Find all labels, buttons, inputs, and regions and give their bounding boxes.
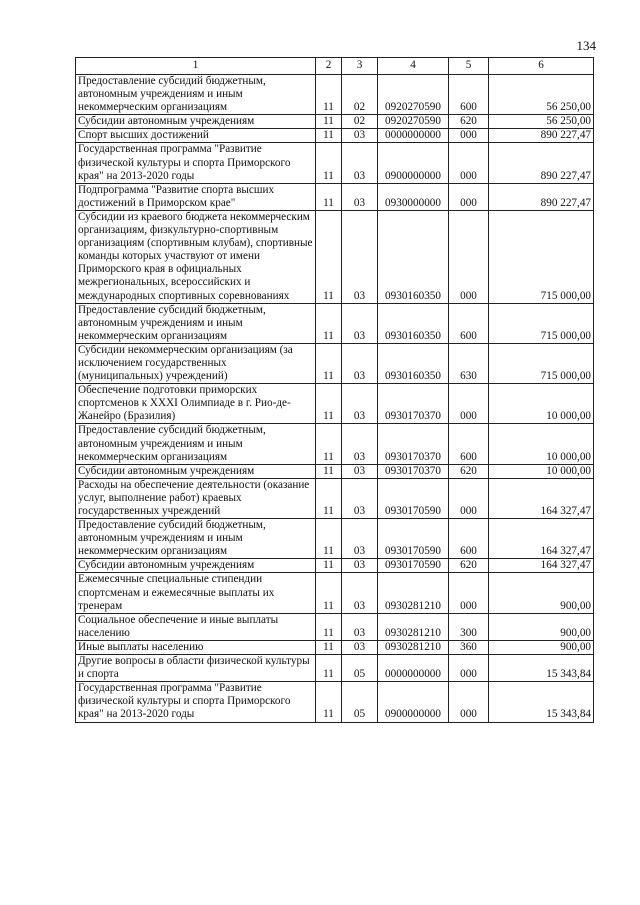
cell-sum: 890 227,47 <box>489 183 594 210</box>
table-row <box>76 613 594 640</box>
cell-target: 0930000000 <box>378 183 449 210</box>
budget-table <box>75 57 594 723</box>
cell-name: Предоставление субсидий бюджетным, автономным учреждениям и иным некоммерческим организациям <box>76 424 316 464</box>
cell-sum: 15 343,84 <box>489 682 594 722</box>
cell-section: 11 <box>316 75 342 115</box>
cell-name: Субсидии автономным учреждениям <box>76 464 316 478</box>
cell-name: Государственная программа "Развитие физической культуры и спорта Приморского края" на 2013-2020 годы <box>76 682 316 722</box>
cell-subsection: 03 <box>342 640 378 654</box>
table-row <box>76 640 594 654</box>
cell-target: 0930170370 <box>378 384 449 424</box>
cell-type: 000 <box>449 129 489 143</box>
table-row <box>76 559 594 573</box>
cell-sum: 890 227,47 <box>489 143 594 183</box>
cell-name: Подпрограмма "Развитие спорта высших достижений в Приморском крае" <box>76 183 316 210</box>
cell-section: 11 <box>316 129 342 143</box>
cell-name: Социальное обеспечение и иные выплаты населению <box>76 613 316 640</box>
cell-subsection: 03 <box>342 519 378 559</box>
cell-subsection: 03 <box>342 478 378 518</box>
cell-section: 11 <box>316 519 342 559</box>
page-number: 134 <box>576 38 596 53</box>
cell-subsection: 03 <box>342 573 378 613</box>
cell-sum: 56 250,00 <box>489 75 594 115</box>
cell-section: 11 <box>316 478 342 518</box>
table-row <box>76 210 594 303</box>
table-row <box>76 75 594 115</box>
table-row <box>76 129 594 143</box>
cell-subsection: 03 <box>342 559 378 573</box>
cell-target: 0930281210 <box>378 573 449 613</box>
cell-name: Другие вопросы в области физической культуры и спорта <box>76 655 316 682</box>
cell-subsection: 03 <box>342 613 378 640</box>
cell-section: 11 <box>316 303 342 343</box>
cell-type: 000 <box>449 655 489 682</box>
cell-name: Субсидии некоммерческим организациям (за исключением государственных (муниципальных) учреждений) <box>76 343 316 383</box>
header-sum: 6 <box>489 58 594 75</box>
cell-type: 600 <box>449 75 489 115</box>
cell-type: 000 <box>449 682 489 722</box>
cell-sum: 900,00 <box>489 640 594 654</box>
cell-type: 620 <box>449 464 489 478</box>
cell-subsection: 03 <box>342 384 378 424</box>
cell-section: 11 <box>316 682 342 722</box>
header-section: 2 <box>316 58 342 75</box>
header-type: 5 <box>449 58 489 75</box>
cell-sum: 715 000,00 <box>489 210 594 303</box>
cell-sum: 56 250,00 <box>489 115 594 129</box>
cell-name: Предоставление субсидий бюджетным, автономным учреждениям и иным некоммерческим организациям <box>76 75 316 115</box>
cell-target: 0930170370 <box>378 464 449 478</box>
cell-name: Предоставление субсидий бюджетным, автономным учреждениям и иным некоммерческим организациям <box>76 303 316 343</box>
table-row <box>76 573 594 613</box>
table-row <box>76 183 594 210</box>
cell-type: 000 <box>449 183 489 210</box>
cell-target: 0930170590 <box>378 519 449 559</box>
cell-name: Субсидии автономным учреждениям <box>76 559 316 573</box>
cell-type: 000 <box>449 384 489 424</box>
table-row <box>76 303 594 343</box>
table-row <box>76 682 594 722</box>
cell-target: 0900000000 <box>378 682 449 722</box>
cell-sum: 15 343,84 <box>489 655 594 682</box>
cell-section: 11 <box>316 183 342 210</box>
table-row <box>76 655 594 682</box>
header-subsection: 3 <box>342 58 378 75</box>
cell-name: Ежемесячные специальные стипендии спортсменам и ежемесячные выплаты их тренерам <box>76 573 316 613</box>
cell-name: Расходы на обеспечение деятельности (оказание услуг, выполнение работ) краевых государственных учреждений <box>76 478 316 518</box>
cell-subsection: 03 <box>342 464 378 478</box>
cell-sum: 10 000,00 <box>489 464 594 478</box>
cell-subsection: 03 <box>342 303 378 343</box>
cell-section: 11 <box>316 640 342 654</box>
cell-type: 600 <box>449 303 489 343</box>
table-row <box>76 424 594 464</box>
cell-section: 11 <box>316 143 342 183</box>
cell-sum: 715 000,00 <box>489 303 594 343</box>
cell-sum: 164 327,47 <box>489 519 594 559</box>
cell-target: 0920270590 <box>378 115 449 129</box>
table-row <box>76 343 594 383</box>
cell-name: Субсидии из краевого бюджета некоммерческим организациям, физкультурно-спортивным организациям (спортивным клубам), спортивные команды которых участвуют от имени Приморского края в официальных межрегиональных, всероссийских и международных спортивных соревнованиях <box>76 210 316 303</box>
cell-sum: 900,00 <box>489 573 594 613</box>
cell-name: Обеспечение подготовки приморских спортсменов к XXXI Олимпиаде в г. Рио-де-Жанейро (Бразилия) <box>76 384 316 424</box>
cell-subsection: 03 <box>342 183 378 210</box>
cell-target: 0930281210 <box>378 613 449 640</box>
cell-target: 0930160350 <box>378 210 449 303</box>
cell-section: 11 <box>316 424 342 464</box>
cell-subsection: 05 <box>342 682 378 722</box>
cell-type: 000 <box>449 478 489 518</box>
cell-type: 360 <box>449 640 489 654</box>
cell-section: 11 <box>316 655 342 682</box>
cell-name: Спорт высших достижений <box>76 129 316 143</box>
cell-target: 0930281210 <box>378 640 449 654</box>
cell-type: 600 <box>449 519 489 559</box>
cell-subsection: 03 <box>342 129 378 143</box>
table-row <box>76 464 594 478</box>
cell-type: 000 <box>449 210 489 303</box>
cell-target: 0930170590 <box>378 559 449 573</box>
cell-sum: 900,00 <box>489 613 594 640</box>
cell-section: 11 <box>316 464 342 478</box>
cell-section: 11 <box>316 559 342 573</box>
cell-type: 620 <box>449 559 489 573</box>
cell-sum: 890 227,47 <box>489 129 594 143</box>
cell-target: 0000000000 <box>378 655 449 682</box>
cell-sum: 10 000,00 <box>489 424 594 464</box>
cell-sum: 715 000,00 <box>489 343 594 383</box>
cell-type: 000 <box>449 143 489 183</box>
cell-subsection: 02 <box>342 75 378 115</box>
cell-sum: 164 327,47 <box>489 478 594 518</box>
table-row <box>76 478 594 518</box>
cell-type: 600 <box>449 424 489 464</box>
cell-name: Субсидии автономным учреждениям <box>76 115 316 129</box>
cell-section: 11 <box>316 613 342 640</box>
cell-target: 0930170370 <box>378 424 449 464</box>
cell-subsection: 03 <box>342 143 378 183</box>
header-row <box>76 58 594 75</box>
cell-name: Государственная программа "Развитие физической культуры и спорта Приморского края" на 2013-2020 годы <box>76 143 316 183</box>
header-target: 4 <box>378 58 449 75</box>
cell-subsection: 03 <box>342 424 378 464</box>
cell-type: 630 <box>449 343 489 383</box>
cell-target: 0930160350 <box>378 303 449 343</box>
cell-type: 620 <box>449 115 489 129</box>
cell-target: 0930160350 <box>378 343 449 383</box>
table-row <box>76 519 594 559</box>
cell-target: 0920270590 <box>378 75 449 115</box>
cell-sum: 164 327,47 <box>489 559 594 573</box>
cell-target: 0930170590 <box>378 478 449 518</box>
cell-subsection: 02 <box>342 115 378 129</box>
table-row <box>76 115 594 129</box>
cell-subsection: 03 <box>342 210 378 303</box>
cell-subsection: 05 <box>342 655 378 682</box>
cell-section: 11 <box>316 573 342 613</box>
cell-type: 300 <box>449 613 489 640</box>
cell-section: 11 <box>316 210 342 303</box>
cell-sum: 10 000,00 <box>489 384 594 424</box>
cell-target: 0000000000 <box>378 129 449 143</box>
cell-subsection: 03 <box>342 343 378 383</box>
cell-name: Предоставление субсидий бюджетным, автономным учреждениям и иным некоммерческим организациям <box>76 519 316 559</box>
table-row <box>76 384 594 424</box>
cell-section: 11 <box>316 343 342 383</box>
cell-name: Иные выплаты населению <box>76 640 316 654</box>
cell-section: 11 <box>316 115 342 129</box>
header-name: 1 <box>76 58 316 75</box>
cell-section: 11 <box>316 384 342 424</box>
cell-target: 0900000000 <box>378 143 449 183</box>
table-row <box>76 143 594 183</box>
cell-type: 000 <box>449 573 489 613</box>
